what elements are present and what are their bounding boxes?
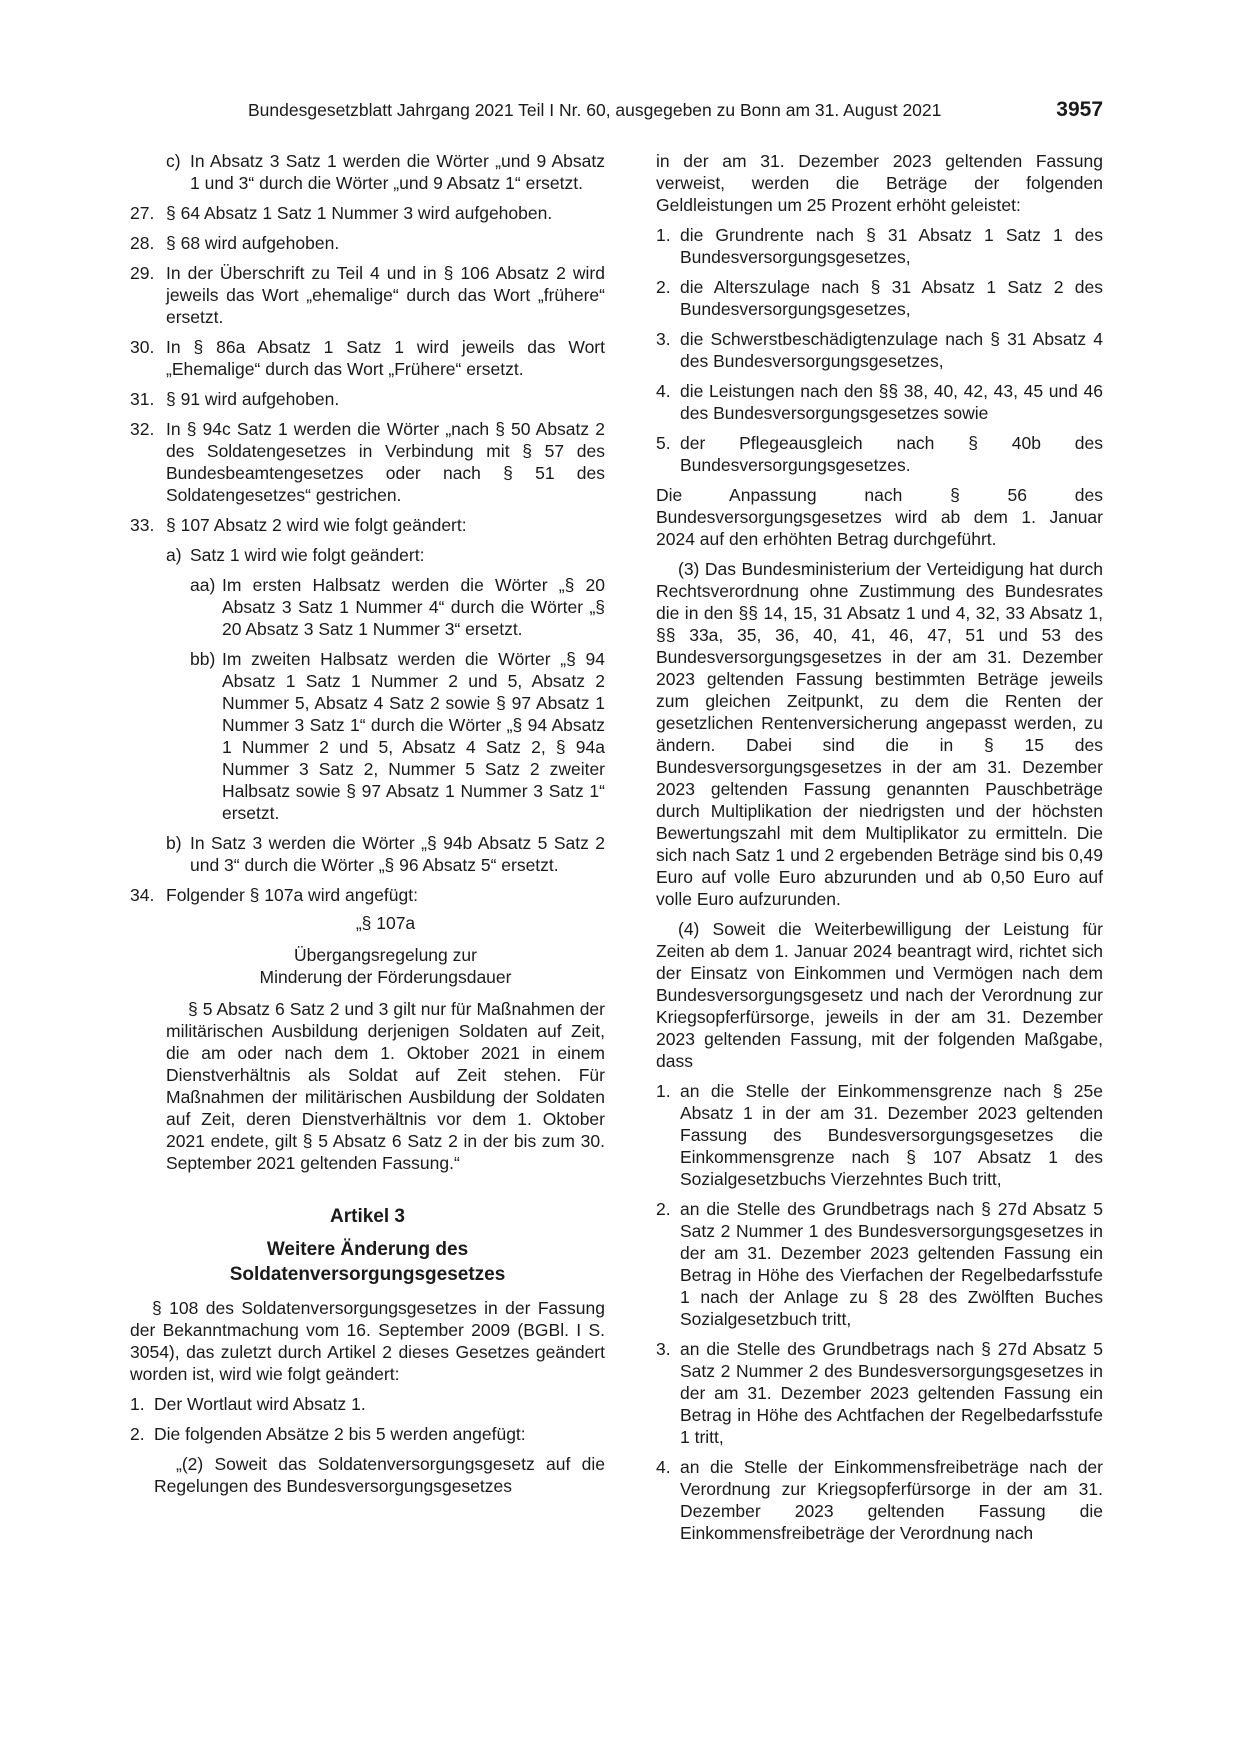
- item-text: § 107 Absatz 2 wird wie folgt geändert:: [166, 515, 467, 535]
- page-number: 3957: [1056, 98, 1103, 121]
- item-number: 4.: [656, 1457, 671, 1477]
- item-text: der Pflegeausgleich nach § 40b des Bundesversorgungsgesetzes.: [680, 433, 1103, 475]
- item-text: die Leistungen nach den §§ 38, 40, 42, 43, 45 und 46 des Bundesversorgungsgesetzes sowie: [680, 381, 1103, 423]
- item-text: In Satz 3 werden die Wörter „§ 94b Absatz 5 Satz 2 und 3“ durch die Wörter „§ 96 Absatz 5“ ersetzt.: [190, 833, 605, 875]
- item-number: 3.: [656, 1339, 671, 1359]
- list-item: [656, 224, 1103, 268]
- list-item: [656, 1198, 1103, 1330]
- artikel-title-line: Soldatenversorgungsgesetzes: [229, 1264, 506, 1285]
- list-item: [190, 648, 605, 824]
- section-heading: „§ 107a: [355, 913, 416, 933]
- item-text: In § 86a Absatz 1 Satz 1 wird jeweils das Wort „Ehemalige“ durch das Wort „Frühere“ ersetzt.: [166, 337, 605, 379]
- paragraph-4: (4) Soweit die Weiterbewilligung der Leistung für Zeiten ab dem 1. Januar 2024 beantragt wird, richtet sich der Einsatz von Einkommen und Vermögen nach dem Bundesversorgungsgesetz und nach der Verordnung zur Kriegsopferfürsorge, jeweils in der am 31. Dezember 2023 geltenden Fassung, mit der folgenden Maßgabe, dass: [656, 919, 1103, 1071]
- paragraph-2-start: „(2) Soweit das Soldatenversorgungsgesetz auf die Regelungen des Bundesversorgungsgesetzes: [154, 1454, 605, 1496]
- list-item: [130, 262, 605, 328]
- list-item: [130, 1393, 605, 1415]
- list-item: [130, 336, 605, 380]
- item-number: 28.: [130, 233, 155, 253]
- item-number: 2.: [130, 1424, 145, 1444]
- section-text: § 5 Absatz 6 Satz 2 und 3 gilt nur für Maßnahmen der militärischen Ausbildung derjenigen Soldaten auf Zeit, die am oder nach dem 1. Oktober 2021 in einem Dienstverhältnis als Soldat auf Zeit stehen. Für Maßnahmen der militärischen Ausbildung der Soldaten auf Zeit, deren Dienstverhältnis vor dem 1. Oktober 2021 endete, gilt § 5 Absatz 6 Satz 2 in der bis zum 30. September 2021 geltenden Fassung.“: [166, 999, 605, 1173]
- item-number: 5.: [656, 433, 671, 453]
- paragraph-3: (3) Das Bundesministerium der Verteidigung hat durch Rechtsverordnung ohne Zustimmung des Bundesrates die in den §§ 14, 15, 31 Absatz 1 und 4, 32, 33 Absatz 1, §§ 33a, 35, 36, 40, 41, 46, 47, 51 und 53 des Bundesversorgungsgesetzes in der am 31. Dezember 2023 geltenden Fassung bestimmten Beträge jeweils zum gleichen Zeitpunkt, zu dem die Renten der gesetzlichen Rentenversicherung angepasst werden, zu ändern. Dabei sind die in § 15 des Bundesversorgungsgesetzes in der am 31. Dezember 2023 geltenden Fassung genannten Pauschbeträge durch Multiplikation der niedrigsten und der höchsten Bewertungszahl mit dem Multiplikator zu ermitteln. Die sich nach Satz 1 und 2 ergebenden Beträge sind bis 0,49 Euro auf volle Euro abzurunden und ab 0,50 Euro auf volle Euro aufzurunden.: [656, 559, 1103, 909]
- item-text: Folgender § 107a wird angefügt:: [166, 885, 418, 905]
- item-number: a): [166, 545, 182, 565]
- list-item: [130, 884, 605, 906]
- item-number: b): [166, 833, 182, 853]
- item-number: 1.: [656, 1081, 671, 1101]
- item-number: 29.: [130, 263, 155, 283]
- item-number: 3.: [656, 329, 671, 349]
- item-number: 2.: [656, 277, 671, 297]
- item-number: bb): [190, 649, 216, 669]
- item-text: Im ersten Halbsatz werden die Wörter „§ 20 Absatz 3 Satz 1 Nummer 4“ durch die Wörter „§ 20 Absatz 3 Satz 1 Nummer 3“ ersetzt.: [222, 575, 605, 639]
- item-text: § 91 wird aufgehoben.: [166, 389, 340, 409]
- item-text: an die Stelle der Einkommensgrenze nach § 25e Absatz 1 in der am 31. Dezember 2023 geltenden Fassung des Bundesversorgungsgesetzes die Einkommensgrenze nach § 107 Absatz 1 des Sozialgesetzbuchs Vierzehntes Buch tritt,: [680, 1081, 1103, 1189]
- item-text: In Absatz 3 Satz 1 werden die Wörter „und 9 Absatz 1 und 3“ durch die Wörter „und 9 Absatz 1“ ersetzt.: [190, 151, 605, 193]
- anpassung-paragraph: Die Anpassung nach § 56 des Bundesversorgungsgesetzes wird ab dem 1. Januar 2024 auf den erhöhten Betrag durchgeführt.: [656, 485, 1103, 549]
- header-title: Bundesgesetzblatt Jahrgang 2021 Teil I Nr. 60, ausgegeben zu Bonn am 31. August 2021: [248, 100, 942, 120]
- item-number: c): [166, 151, 181, 171]
- item-text: die Alterszulage nach § 31 Absatz 1 Satz 2 des Bundesversorgungsgesetzes,: [680, 277, 1103, 319]
- list-item: [130, 202, 605, 224]
- list-item: [656, 380, 1103, 424]
- right-column: [656, 150, 1103, 1552]
- list-item: [656, 1456, 1103, 1544]
- item-text: Im zweiten Halbsatz werden die Wörter „§ 94 Absatz 1 Satz 1 Nummer 2 und 5, Absatz 2 Nummer 5, Absatz 4 Satz 2 sowie § 97 Absatz 1 Nummer 3 Satz 1“ durch die Wörter „§ 94 Absatz 1 Nummer 2 und 5, Absatz 4 Satz 2, § 94a Nummer 3 Satz 2, Nummer 5 Satz 2 zweiter Halbsatz sowie § 97 Absatz 1 Nummer 3 Satz 1“ ersetzt.: [222, 649, 605, 823]
- item-text: die Grundrente nach § 31 Absatz 1 Satz 1 des Bundesversorgungsgesetzes,: [680, 225, 1103, 267]
- list-item: [130, 232, 605, 254]
- item-text: an die Stelle des Grundbetrags nach § 27d Absatz 5 Satz 2 Nummer 2 des Bundesversorgungsgesetzes in der am 31. Dezember 2023 geltenden Fassung ein Betrag in Höhe des Achtfachen der Regelbedarfsstufe 1 tritt,: [680, 1339, 1103, 1447]
- item-number: 33.: [130, 515, 155, 535]
- item-text: an die Stelle des Grundbetrags nach § 27d Absatz 5 Satz 2 Nummer 1 des Bundesversorgungsgesetzes in der am 31. Dezember 2023 geltenden Fassung ein Betrag in Höhe des Vierfachen der Regelbedarfsstufe 1 nach der Anlage zu § 28 des Zwölften Buches Sozialgesetzbuch tritt,: [680, 1199, 1103, 1329]
- artikel-title-line: Weitere Änderung des: [266, 1239, 469, 1260]
- list-item: [166, 544, 605, 566]
- item-number: 4.: [656, 381, 671, 401]
- left-column: [130, 150, 605, 1497]
- list-item: [656, 432, 1103, 476]
- section-title-line: Übergangsregelung zur: [294, 945, 477, 965]
- section-title-line: Minderung der Förderungsdauer: [259, 967, 512, 987]
- item-number: 34.: [130, 885, 155, 905]
- item-text: § 68 wird aufgehoben.: [166, 233, 340, 253]
- item-number: 31.: [130, 389, 155, 409]
- item-text: § 64 Absatz 1 Satz 1 Nummer 3 wird aufgehoben.: [166, 203, 553, 223]
- item-text: Die folgenden Absätze 2 bis 5 werden angefügt:: [154, 1424, 526, 1444]
- item-number: 32.: [130, 419, 155, 439]
- list-item: [130, 418, 605, 506]
- list-item: [656, 328, 1103, 372]
- list-item: [166, 150, 605, 194]
- item-number: 30.: [130, 337, 155, 357]
- list-item: [656, 1338, 1103, 1448]
- item-text: Satz 1 wird wie folgt geändert:: [190, 545, 425, 565]
- list-item: [190, 574, 605, 640]
- artikel-intro: § 108 des Soldatenversorgungsgesetzes in der Fassung der Bekanntmachung vom 16. September 2009 (BGBl. I S. 3054), das zuletzt durch Artikel 2 dieses Gesetzes geändert worden ist, wird wie folgt geändert:: [130, 1298, 605, 1384]
- item-text: die Schwerstbeschädigtenzulage nach § 31 Absatz 4 des Bundesversorgungsgesetzes,: [680, 329, 1103, 371]
- list-item: [166, 832, 605, 876]
- item-number: aa): [190, 575, 216, 595]
- item-number: 27.: [130, 203, 155, 223]
- paragraph-2-continued: in der am 31. Dezember 2023 geltenden Fassung verweist, werden die Beträge der folgenden Geldleistungen um 25 Prozent erhöht geleistet:: [656, 151, 1103, 215]
- list-item: [130, 1423, 605, 1445]
- artikel-label: Artikel 3: [330, 1206, 405, 1227]
- page-header: [248, 100, 1103, 126]
- item-number: 2.: [656, 1199, 671, 1219]
- item-number: 1.: [656, 225, 671, 245]
- item-text: In § 94c Satz 1 werden die Wörter „nach § 50 Absatz 2 des Soldatengesetzes in Verbindung mit § 57 des Bundesbeamtengesetzes oder nach § 51 des Soldatengesetzes“ gestrichen.: [166, 419, 605, 505]
- list-item: [656, 276, 1103, 320]
- item-text: In der Überschrift zu Teil 4 und in § 106 Absatz 2 wird jeweils das Wort „ehemalige“ durch das Wort „frühere“ ersetzt.: [166, 263, 605, 327]
- list-item: [656, 1080, 1103, 1190]
- item-number: 1.: [130, 1394, 145, 1414]
- item-text: Der Wortlaut wird Absatz 1.: [154, 1394, 366, 1414]
- list-item: [130, 388, 605, 410]
- list-item: [130, 514, 605, 536]
- item-text: an die Stelle der Einkommensfreibeträge nach der Verordnung zur Kriegsopferfürsorge in der am 31. Dezember 2023 geltenden Fassung die Einkommensfreibeträge der Verordnung nach: [680, 1457, 1103, 1543]
